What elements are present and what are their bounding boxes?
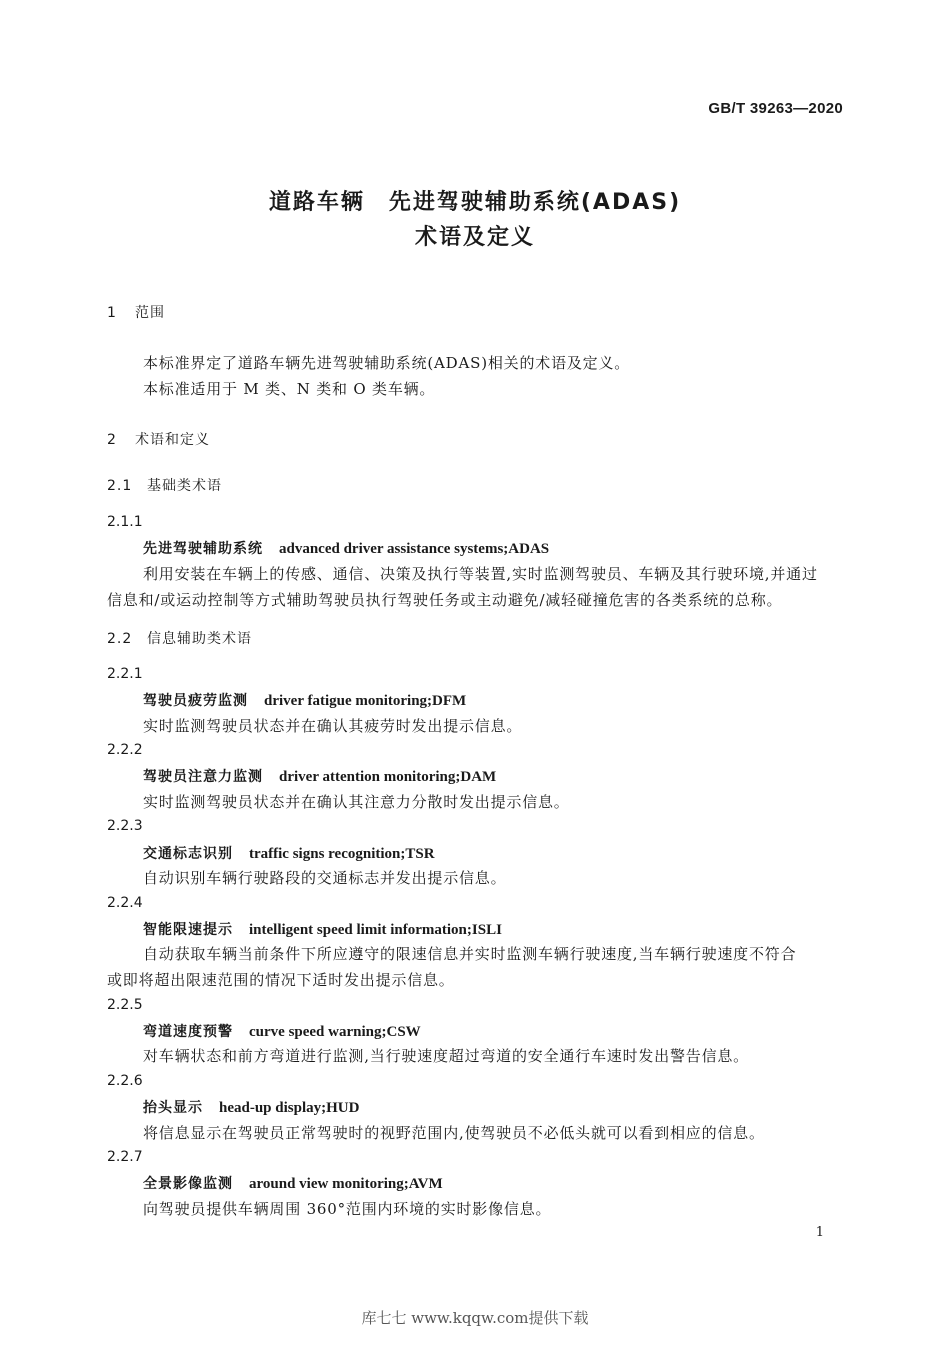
term-number: 2.2.3	[107, 818, 143, 834]
standard-code: GB/T 39263—2020	[708, 100, 843, 117]
term-chinese: 交通标志识别	[143, 846, 233, 862]
term-definition: 利用安装在车辆上的传感、通信、决策及执行等装置,实时监测驾驶员、车辆及其行驶环境,并通过	[143, 565, 818, 583]
term-entry	[143, 690, 466, 710]
term-number: 2.2.7	[107, 1149, 143, 1165]
term-entry	[143, 843, 435, 863]
term-number: 2.2.2	[107, 742, 143, 758]
term-chinese: 全景影像监测	[143, 1176, 233, 1192]
term-definition: 自动获取车辆当前条件下所应遵守的限速信息并实时监测车辆行驶速度,当车辆行驶速度不符合	[143, 945, 797, 963]
section-title: 术语和定义	[135, 432, 210, 448]
section-number: 1	[107, 305, 117, 321]
term-english: intelligent speed limit information;ISLI	[249, 922, 502, 938]
term-definition: 信息和/或运动控制等方式辅助驾驶员执行驾驶任务或主动避免/减轻碰撞危害的各类系统的总称。	[107, 591, 783, 609]
paragraph: 本标准界定了道路车辆先进驾驶辅助系统(ADAS)相关的术语及定义。	[143, 354, 631, 372]
section-title: 范围	[135, 305, 165, 321]
subsection-2-1-heading	[107, 475, 222, 495]
paragraph: 本标准适用于 M 类、N 类和 O 类车辆。	[143, 380, 436, 398]
term-chinese: 智能限速提示	[143, 922, 233, 938]
term-definition: 实时监测驾驶员状态并在确认其注意力分散时发出提示信息。	[143, 793, 570, 811]
term-english: around view monitoring;AVM	[249, 1176, 443, 1192]
document-title-line1: 道路车辆 先进驾驶辅助系统(ADAS)	[268, 190, 682, 215]
term-number: 2.2.4	[107, 895, 143, 911]
term-entry	[143, 1021, 421, 1041]
term-english: head-up display;HUD	[219, 1100, 360, 1116]
section-2-heading	[107, 429, 210, 449]
term-entry	[143, 1097, 359, 1117]
term-number: 2.2.5	[107, 997, 143, 1013]
term-entry	[143, 538, 549, 558]
term-english: driver fatigue monitoring;DFM	[264, 693, 467, 709]
term-number: 2.2.1	[107, 666, 143, 682]
subsection-title: 基础类术语	[147, 478, 222, 494]
term-chinese: 驾驶员注意力监测	[143, 769, 263, 785]
term-chinese: 弯道速度预警	[143, 1024, 233, 1040]
subsection-2-2-heading	[107, 628, 252, 648]
term-number: 2.2.6	[107, 1073, 143, 1089]
term-english: driver attention monitoring;DAM	[279, 769, 497, 785]
term-english: advanced driver assistance systems;ADAS	[279, 541, 550, 557]
term-definition: 实时监测驾驶员状态并在确认其疲劳时发出提示信息。	[143, 717, 523, 735]
section-1-heading	[107, 302, 165, 322]
subsection-number: 2.1	[107, 478, 133, 494]
section-number: 2	[107, 432, 117, 448]
term-chinese: 先进驾驶辅助系统	[143, 541, 263, 557]
term-definition: 或即将超出限速范围的情况下适时发出提示信息。	[107, 971, 455, 989]
term-english: traffic signs recognition;TSR	[249, 846, 435, 862]
term-entry	[143, 1173, 443, 1193]
subsection-title: 信息辅助类术语	[147, 631, 252, 647]
page-number: 1	[815, 1225, 824, 1240]
document-title-line2: 术语及定义	[414, 225, 535, 250]
term-definition: 自动识别车辆行驶路段的交通标志并发出提示信息。	[143, 869, 507, 887]
term-definition: 向驾驶员提供车辆周围 360°范围内环境的实时影像信息。	[143, 1200, 552, 1218]
term-english: curve speed warning;CSW	[249, 1024, 421, 1040]
term-definition: 对车辆状态和前方弯道进行监测,当行驶速度超过弯道的安全通行车速时发出警告信息。	[143, 1047, 749, 1065]
subsection-number: 2.2	[107, 631, 133, 647]
term-chinese: 驾驶员疲劳监测	[143, 693, 248, 709]
term-entry	[143, 919, 502, 939]
term-number: 2.1.1	[107, 514, 143, 530]
term-chinese: 抬头显示	[143, 1100, 203, 1116]
footer-watermark: 库七七 www.kqqw.com提供下载	[361, 1309, 589, 1327]
term-definition: 将信息显示在驾驶员正常驾驶时的视野范围内,使驾驶员不必低头就可以看到相应的信息。	[143, 1124, 765, 1142]
term-entry	[143, 766, 496, 786]
